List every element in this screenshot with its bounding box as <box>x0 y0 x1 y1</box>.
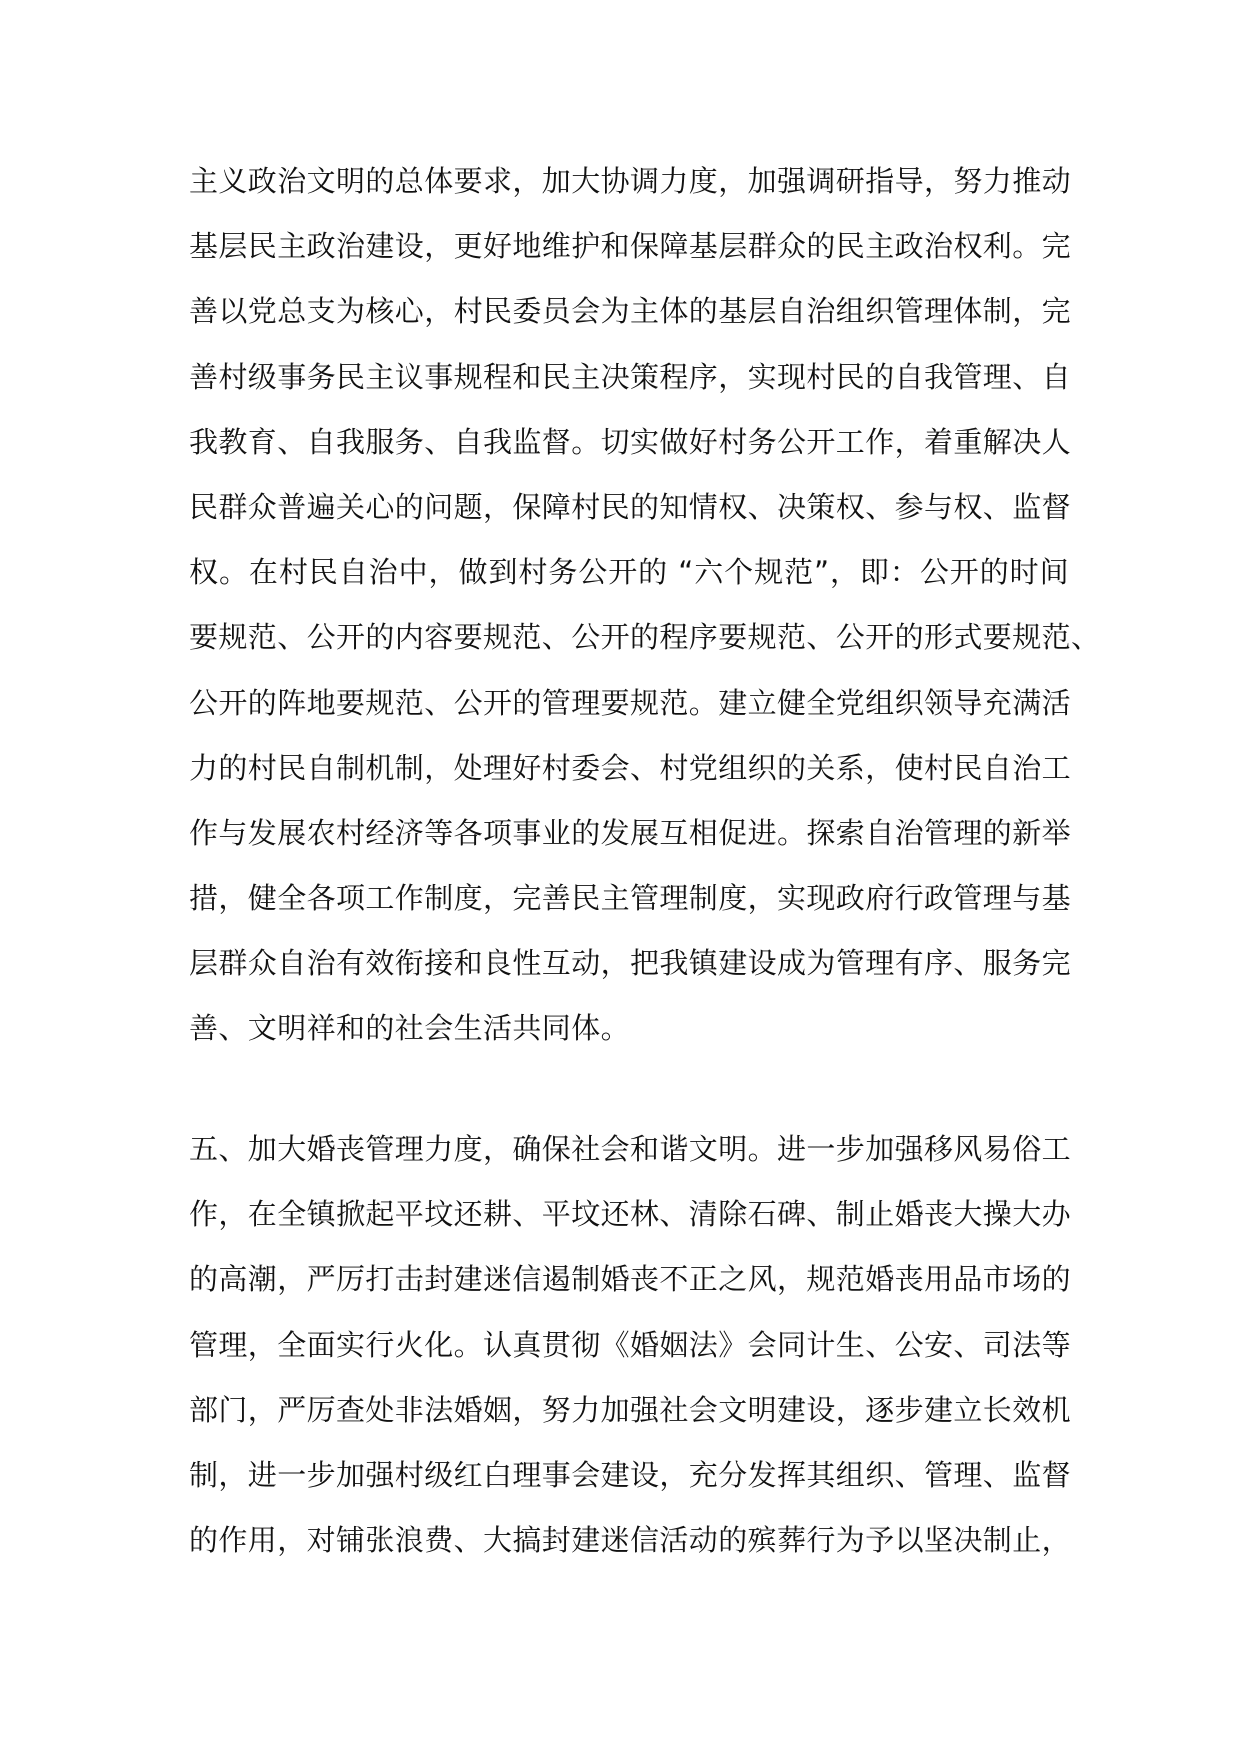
section-heading-line: 五、加大婚丧管理力度，确保社会和谐文明。进一步加强移风易俗工 <box>189 1132 1072 1166</box>
text-line: 措，健全各项工作制度，完善民主管理制度，实现政府行政管理与基 <box>189 881 1072 916</box>
text-line: 的作用，对铺张浪费、大搞封建迷信活动的殡葬行为予以坚决制止， <box>189 1523 1072 1558</box>
text-line: 善、文明祥和的社会生活共同体。 <box>189 1011 631 1046</box>
paragraph-village-autonomy <box>189 160 1101 1073</box>
text-line: 善以党总支为核心，村民委员会为主体的基层自治组织管理体制，完 <box>189 294 1072 329</box>
text-line: 民群众普遍关心的问题，保障村民的知情权、决策权、参与权、监督 <box>189 489 1072 524</box>
text-line: 善村级事务民主议事规程和民主决策程序，实现村民的自我管理、自 <box>189 359 1072 394</box>
text-line: 我教育、自我服务、自我监督。切实做好村务公开工作，着重解决人 <box>189 424 1072 459</box>
text-line: 要规范、公开的内容要规范、公开的程序要规范、公开的形式要规范、 <box>189 620 1101 655</box>
text-line: 主义政治文明的总体要求，加大协调力度，加强调研指导，努力推动 <box>189 164 1072 198</box>
text-line: 作与发展农村经济等各项事业的发展互相促进。探索自治管理的新举 <box>189 815 1072 850</box>
text-line: 力的村民自制机制，处理好村委会、村党组织的关系，使村民自治工 <box>189 750 1072 785</box>
text-line: 基层民主政治建设，更好地维护和保障基层群众的民主政治权利。完 <box>189 229 1072 264</box>
text-line: 管理，全面实行火化。认真贯彻《婚姻法》会同计生、公安、司法等 <box>189 1327 1072 1362</box>
text-line: 作，在全镇掀起平坟还耕、平坟还林、清除石碑、制止婚丧大操大办 <box>189 1197 1072 1232</box>
text-line: 权。在村民自治中，做到村务公开的 “六个规范”，即：公开的时间 <box>189 555 1069 590</box>
text-line: 公开的阵地要规范、公开的管理要规范。建立健全党组织领导充满活 <box>189 685 1072 720</box>
paragraph-marriage-funeral-management <box>189 1128 1072 1584</box>
text-line: 的高潮，严厉打击封建迷信遏制婚丧不正之风，规范婚丧用品市场的 <box>189 1262 1072 1297</box>
text-line: 制，进一步加强村级红白理事会建设，充分发挥其组织、管理、监督 <box>189 1457 1072 1492</box>
text-line: 部门，严厉查处非法婚姻，努力加强社会文明建设，逐步建立长效机 <box>189 1392 1072 1427</box>
text-line: 层群众自治有效衔接和良性互动，把我镇建设成为管理有序、服务完 <box>189 946 1072 981</box>
